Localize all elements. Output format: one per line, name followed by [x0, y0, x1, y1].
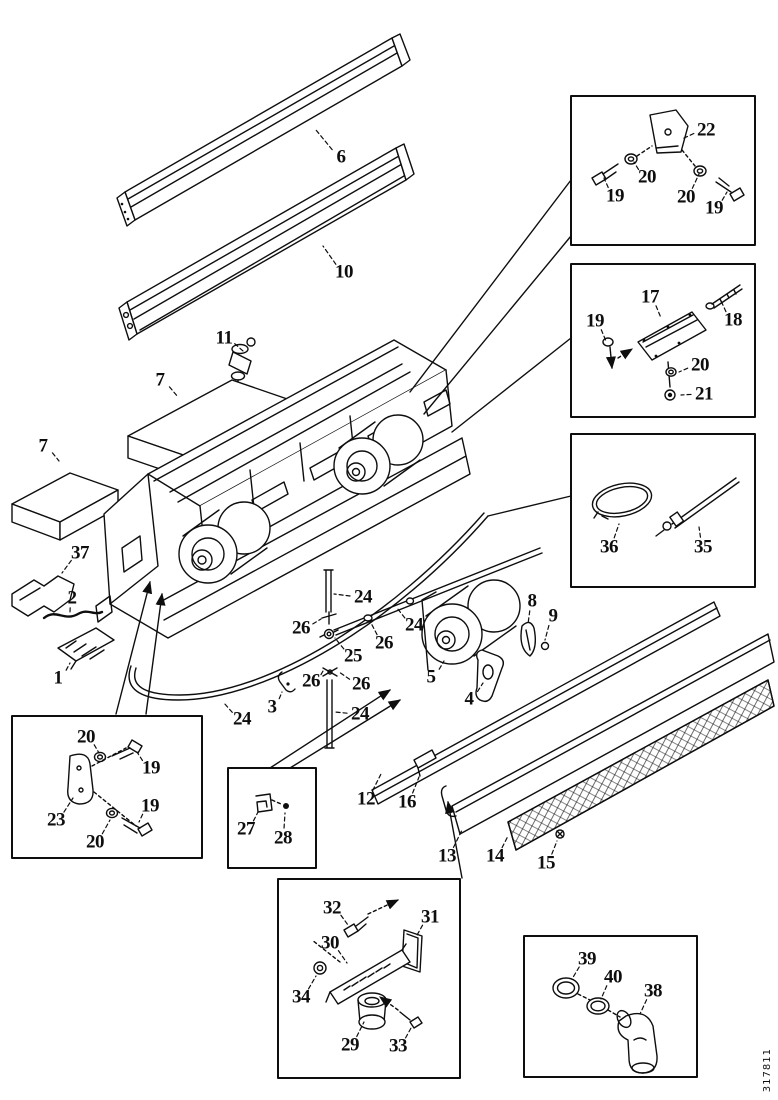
callout-20: 20: [638, 166, 656, 188]
housing: [96, 340, 470, 638]
callout-19: 19: [586, 310, 604, 332]
callout-2: 2: [67, 587, 77, 609]
inset-box-side-bracket: [12, 716, 202, 858]
callout-26: 26: [352, 673, 370, 695]
strap-bracket: [521, 622, 549, 656]
callout-19: 19: [705, 197, 723, 219]
callout-12: 12: [357, 788, 375, 810]
callout-31: 31: [421, 906, 439, 928]
blower-exploded: [422, 580, 520, 670]
callout-24: 24: [405, 614, 423, 636]
valve-fitting: [229, 338, 255, 386]
foam-pad-left: [12, 473, 118, 540]
callout-7: 7: [155, 369, 165, 391]
callout-20: 20: [691, 354, 709, 376]
callout-23: 23: [47, 809, 65, 831]
callout-6: 6: [336, 146, 346, 168]
document-number: 317811: [762, 1047, 773, 1092]
callout-3: 3: [267, 696, 277, 718]
panel-screw: [556, 830, 564, 838]
callout-24: 24: [351, 703, 369, 725]
callout-1: 1: [53, 667, 63, 689]
inset-box-drain-elbow: [524, 936, 697, 1077]
callout-38: 38: [644, 980, 662, 1002]
callout-19: 19: [606, 185, 624, 207]
callout-21: 21: [695, 383, 713, 405]
callout-26: 26: [375, 632, 393, 654]
callout-32: 32: [323, 897, 341, 919]
grommet: [476, 650, 503, 701]
label-plate: [58, 628, 114, 669]
callout-29: 29: [341, 1034, 359, 1056]
callout-40: 40: [604, 966, 622, 988]
callout-35: 35: [694, 536, 712, 558]
wall-bracket: [12, 576, 74, 616]
callout-37: 37: [71, 542, 89, 564]
callout-8: 8: [527, 590, 537, 612]
callout-19: 19: [141, 795, 159, 817]
callout-13: 13: [438, 845, 456, 867]
callout-28: 28: [274, 827, 292, 849]
callout-5: 5: [426, 666, 436, 688]
callout-18: 18: [724, 309, 742, 331]
callout-20: 20: [77, 726, 95, 748]
callout-26: 26: [292, 617, 310, 639]
callout-20: 20: [677, 186, 695, 208]
callout-24: 24: [354, 586, 372, 608]
callout-22: 22: [697, 119, 715, 141]
callout-30: 30: [321, 932, 339, 954]
callout-34: 34: [292, 986, 310, 1008]
callout-16: 16: [398, 791, 416, 813]
callout-27: 27: [237, 818, 255, 840]
callout-9: 9: [548, 605, 558, 627]
callout-36: 36: [600, 536, 618, 558]
callout-26: 26: [302, 670, 320, 692]
callout-25: 25: [344, 645, 362, 667]
sensor-wire: [44, 612, 102, 618]
callout-33: 33: [389, 1035, 407, 1057]
callout-10: 10: [335, 261, 353, 283]
callout-39: 39: [578, 948, 596, 970]
callout-7: 7: [38, 435, 48, 457]
callout-19: 19: [142, 757, 160, 779]
callout-11: 11: [215, 327, 233, 349]
callout-14: 14: [486, 845, 504, 867]
callout-15: 15: [537, 852, 555, 874]
callout-20: 20: [86, 831, 104, 853]
callout-4: 4: [464, 688, 474, 710]
callout-24: 24: [233, 708, 251, 730]
callout-17: 17: [641, 286, 659, 308]
blower-left: [179, 502, 270, 583]
